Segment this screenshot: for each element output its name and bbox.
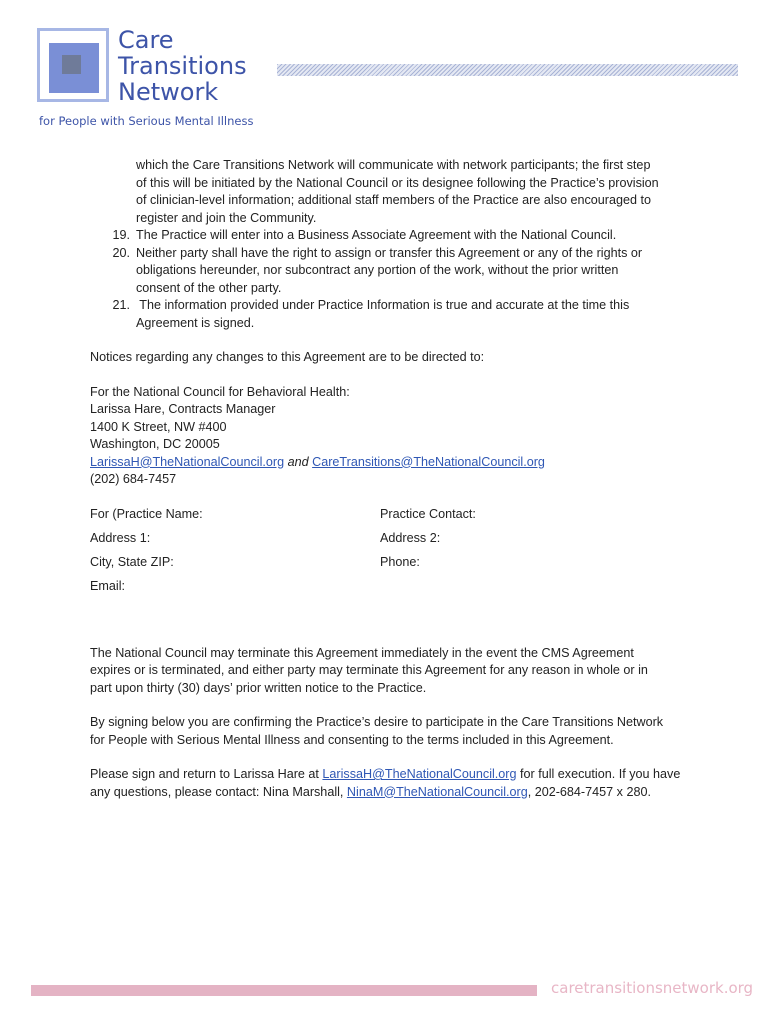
list-number: 21.	[112, 298, 130, 312]
footer-decorative-bar	[31, 985, 537, 996]
email-link-larissa-return[interactable]: LarissaH@TheNationalCouncil.org	[322, 767, 517, 781]
logo-tagline: for People with Serious Mental Illness	[39, 114, 254, 128]
return-line2-prefix: any questions, please contact: Nina Marshall,	[90, 784, 347, 799]
logo-line-2: Transitions	[118, 52, 247, 80]
contact-name: Larissa Hare, Contracts Manager	[90, 402, 276, 416]
text-line: part upon thirty (30) days’ prior written notice to the Practice.	[90, 680, 427, 695]
header-decorative-bar	[277, 64, 738, 76]
contact-phone: (202) 684-7457	[90, 472, 177, 486]
text-line: consent of the other party.	[136, 280, 282, 295]
text-line: The Practice will enter into a Business Associate Agreement with the National Council.	[136, 228, 617, 242]
text-line	[90, 784, 690, 802]
practice-info-fields	[90, 506, 690, 595]
termination-paragraph	[90, 645, 690, 698]
text-line: of clinician-level information; additional staff members of the Practice are also encouraged to	[136, 193, 651, 207]
logo-line-3: Network	[118, 78, 219, 106]
and-word: and	[287, 454, 309, 469]
email-link-nina[interactable]: NinaM@TheNationalCouncil.org	[346, 784, 528, 799]
text-line	[90, 766, 690, 784]
text-line: By signing below you are confirming the Practice’s desire to participate in the Care Transitions Network	[90, 715, 664, 729]
return-prefix: Please sign and return to Larissa Hare at	[90, 767, 323, 781]
national-council-contact	[90, 384, 690, 489]
return-middle: for full execution. If you have	[516, 767, 681, 781]
field-address-2[interactable]: Address 2:	[380, 530, 441, 545]
document-body	[90, 157, 690, 801]
contact-emails	[90, 454, 690, 472]
list-number: 20.	[112, 245, 130, 260]
text-line: The National Council may terminate this Agreement immediately in the event the CMS Agreement	[90, 645, 634, 660]
field-city-state-zip[interactable]: City, State ZIP:	[90, 554, 174, 569]
list-number: 19.	[112, 228, 130, 242]
signing-paragraph	[90, 714, 690, 749]
contact-heading: For the National Council for Behavioral Health:	[90, 384, 350, 399]
return-suffix: , 202-684-7457 x 280.	[527, 784, 651, 799]
list-item-21	[90, 297, 690, 332]
text-line: Neither party shall have the right to assign or transfer this Agreement or any of the rights or	[136, 245, 643, 260]
logo-wordmark	[118, 27, 247, 105]
field-address-1[interactable]: Address 1:	[90, 530, 151, 545]
contact-street: 1400 K Street, NW #400	[90, 419, 227, 434]
field-email[interactable]: Email:	[90, 578, 125, 593]
field-phone[interactable]: Phone:	[380, 554, 420, 569]
text-line: register and join the Community.	[136, 210, 317, 225]
text-line: Agreement is signed.	[136, 315, 255, 330]
list-item-20	[90, 245, 690, 298]
text-line: which the Care Transitions Network will communicate with network participants; the first step	[136, 158, 651, 172]
field-practice-name[interactable]: For (Practice Name:	[90, 506, 203, 521]
contact-city: Washington, DC 20005	[90, 437, 220, 451]
text-line: expires or is terminated, and either party may terminate this Agreement for any reason in whole or in	[90, 663, 648, 677]
field-practice-contact[interactable]: Practice Contact:	[380, 506, 476, 521]
list-item-19	[90, 227, 690, 245]
logo-line-1: Care	[118, 26, 174, 54]
logo-mark	[37, 28, 109, 102]
return-paragraph	[90, 766, 690, 801]
continued-item-text	[90, 157, 690, 227]
text-line: of this will be initiated by the National Council or its designee following the Practice’s provision	[136, 175, 659, 190]
text-line: The information provided under Practice Information is true and accurate at the time this	[136, 298, 630, 312]
text-line: for People with Serious Mental Illness and consenting to the terms included in this Agreement.	[90, 732, 614, 747]
text-line: obligations hereunder, nor subcontract any portion of the work, without the prior written	[136, 263, 619, 277]
email-link-caretransitions[interactable]: CareTransitions@TheNationalCouncil.org	[312, 454, 545, 469]
notices-intro: Notices regarding any changes to this Agreement are to be directed to:	[90, 350, 485, 364]
footer-url: caretransitionsnetwork.org	[551, 979, 754, 997]
email-link-larissa[interactable]: LarissaH@TheNationalCouncil.org	[90, 454, 285, 469]
